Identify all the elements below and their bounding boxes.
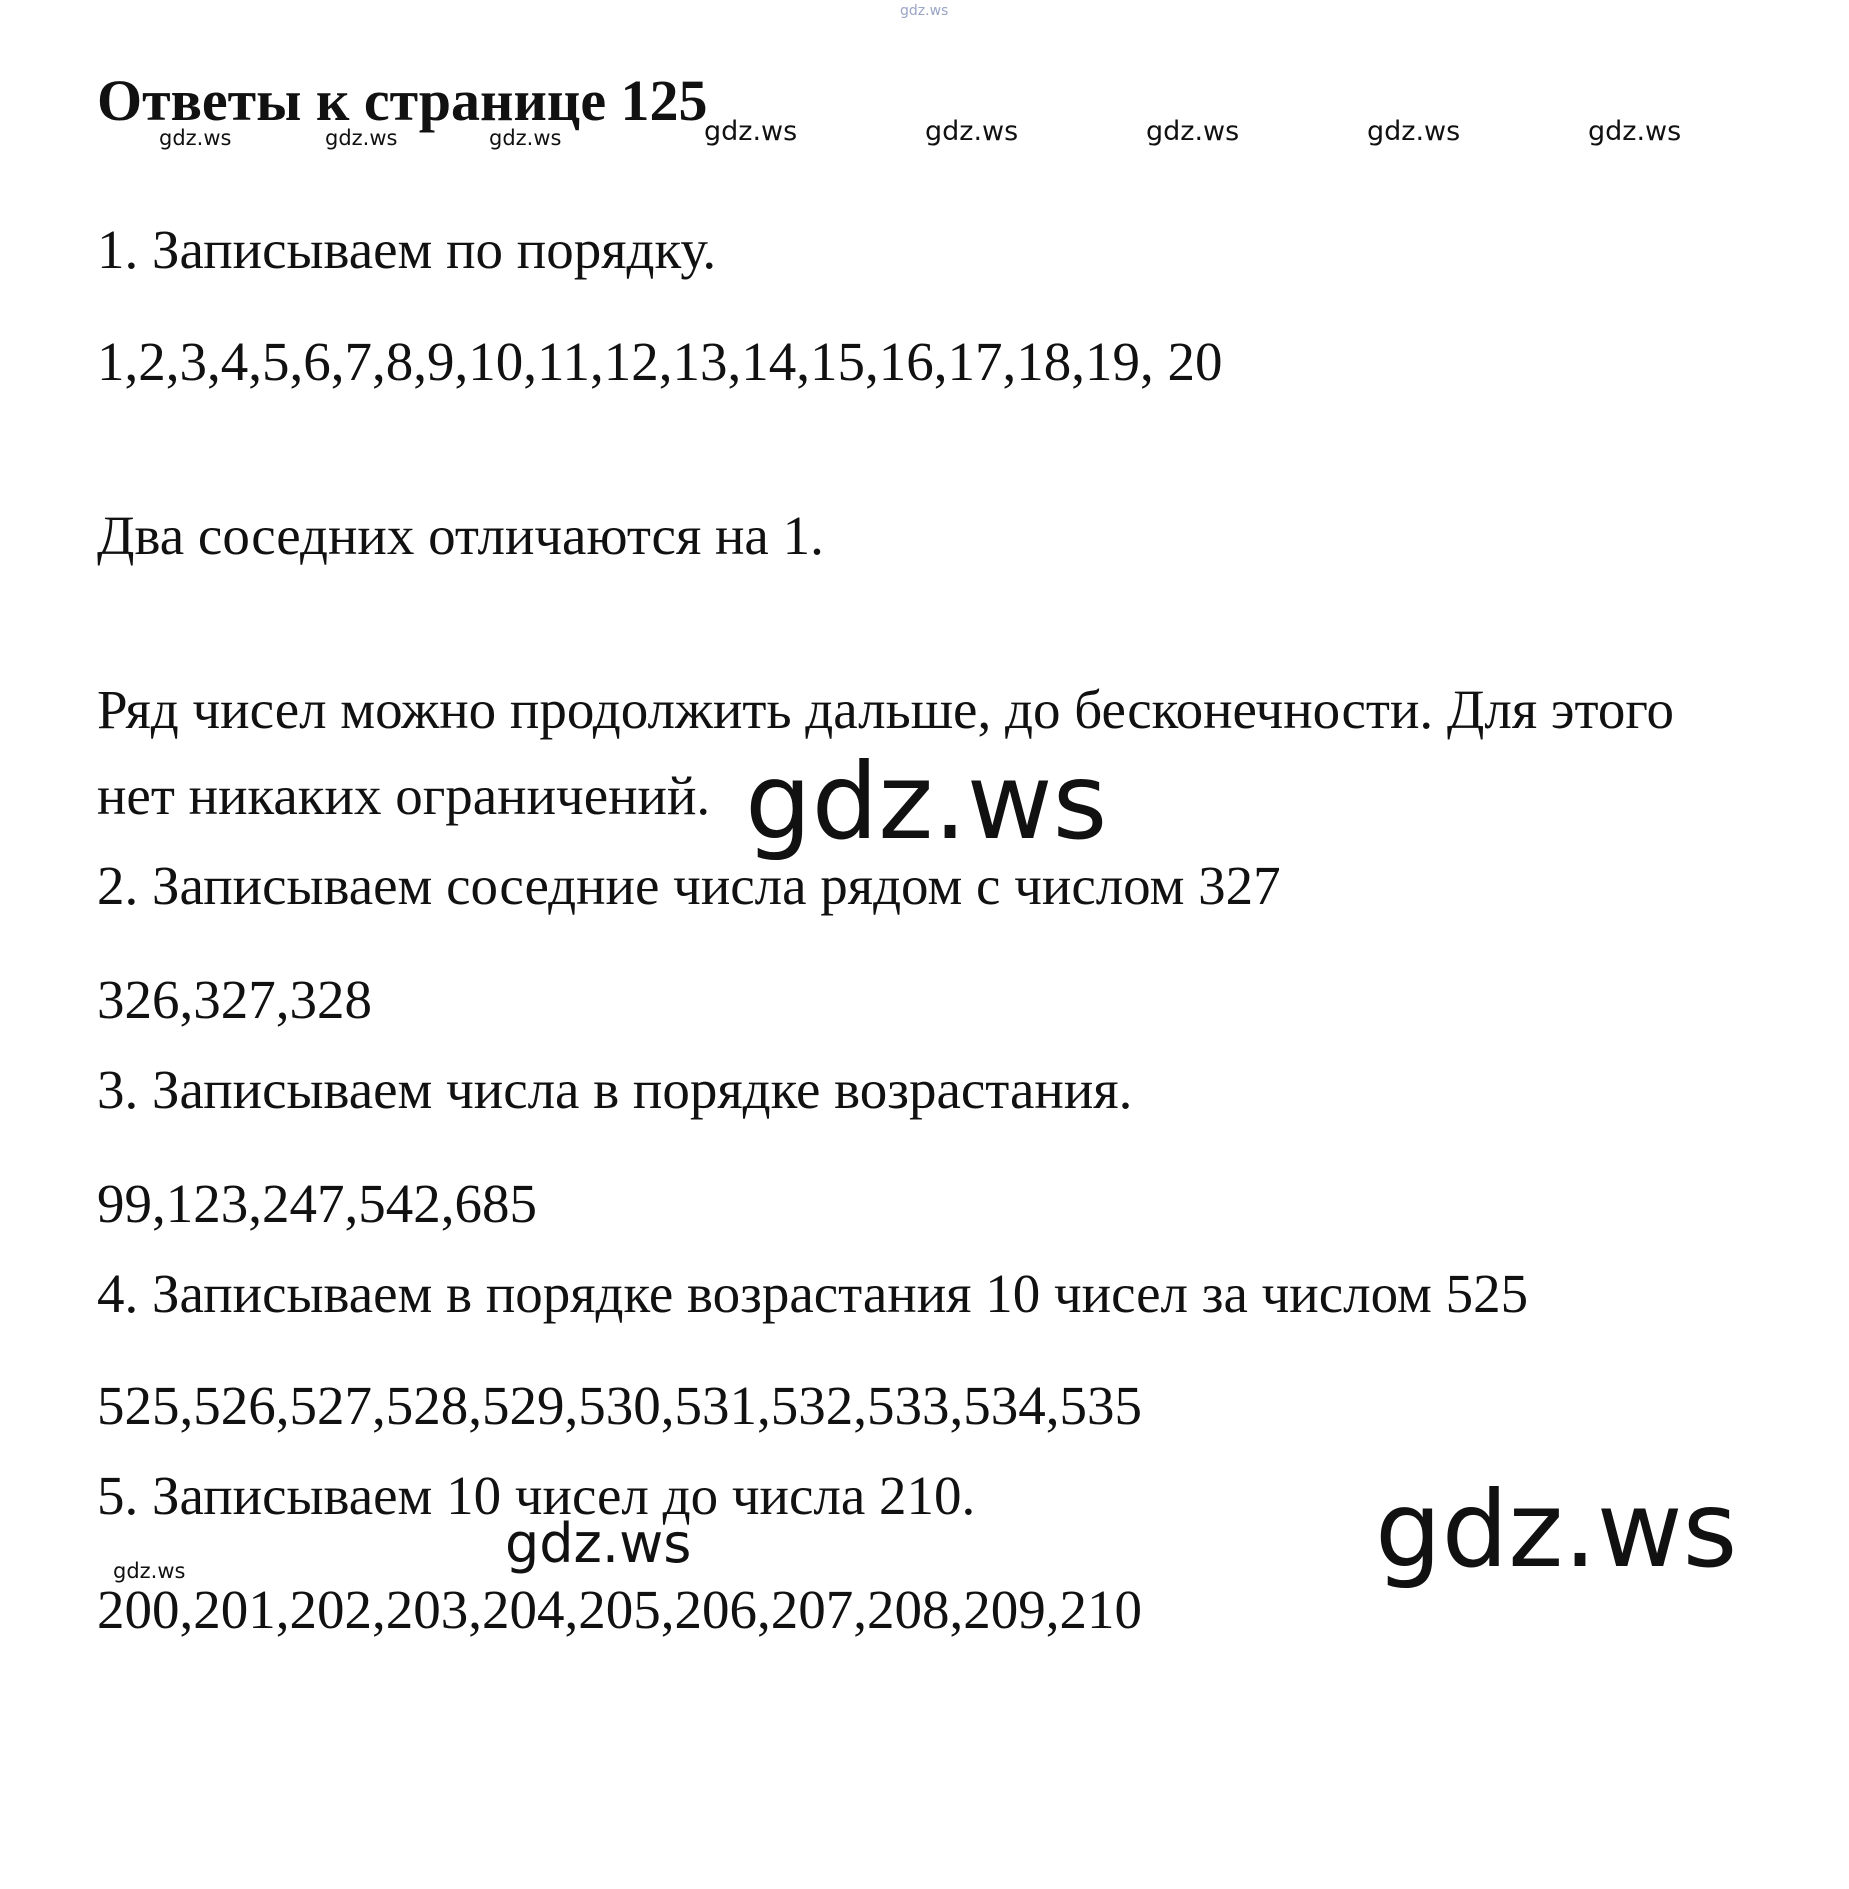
watermark-large-right: gdz.ws bbox=[1375, 1469, 1738, 1591]
task-4-answer: 525,526,527,528,529,530,531,532,533,534,535 bbox=[97, 1375, 1142, 1436]
watermark-header-2: gdz.ws bbox=[325, 126, 398, 150]
task-1-explanation-line-1: Ряд чисел можно продолжить дальше, до бесконечности. Для этого bbox=[97, 679, 1675, 740]
watermark-large-center: gdz.ws bbox=[745, 741, 1108, 863]
watermark-header-3: gdz.ws bbox=[489, 126, 562, 150]
task-2-answer: 326,327,328 bbox=[97, 969, 372, 1030]
watermark-lower-left: gdz.ws bbox=[113, 1559, 186, 1583]
watermark-header-8: gdz.ws bbox=[1588, 116, 1682, 147]
task-2-heading: 2. Записываем соседние числа рядом с числом 327 bbox=[97, 855, 1281, 916]
task-5-answer: 200,201,202,203,204,205,206,207,208,209,210 bbox=[97, 1579, 1142, 1640]
task-3-answer: 99,123,247,542,685 bbox=[97, 1173, 537, 1234]
watermark-header-1: gdz.ws bbox=[159, 126, 232, 150]
task-5-heading: 5. Записываем 10 чисел до числа 210. bbox=[97, 1465, 976, 1526]
watermark-header-7: gdz.ws bbox=[1367, 116, 1461, 147]
watermark-header-5: gdz.ws bbox=[925, 116, 1019, 147]
watermark-header-4: gdz.ws bbox=[704, 116, 798, 147]
task-1-heading: 1. Записываем по порядку. bbox=[97, 219, 717, 280]
watermark-middle-left: gdz.ws bbox=[505, 1512, 692, 1575]
task-3-heading: 3. Записываем числа в порядке возрастания. bbox=[97, 1059, 1133, 1120]
task-1-explanation-line-2: нет никаких ограничений. bbox=[97, 765, 711, 826]
watermark-top: gdz.ws bbox=[900, 3, 949, 19]
task-4-heading: 4. Записываем в порядке возрастания 10 чисел за числом 525 bbox=[97, 1263, 1529, 1324]
watermark-header-6: gdz.ws bbox=[1146, 116, 1240, 147]
task-1-note: Два соседних отличаются на 1. bbox=[97, 505, 824, 566]
page-title: Ответы к странице 125 bbox=[97, 68, 708, 133]
task-1-answer: 1,2,3,4,5,6,7,8,9,10,11,12,13,14,15,16,17,18,19, 20 bbox=[97, 331, 1223, 392]
